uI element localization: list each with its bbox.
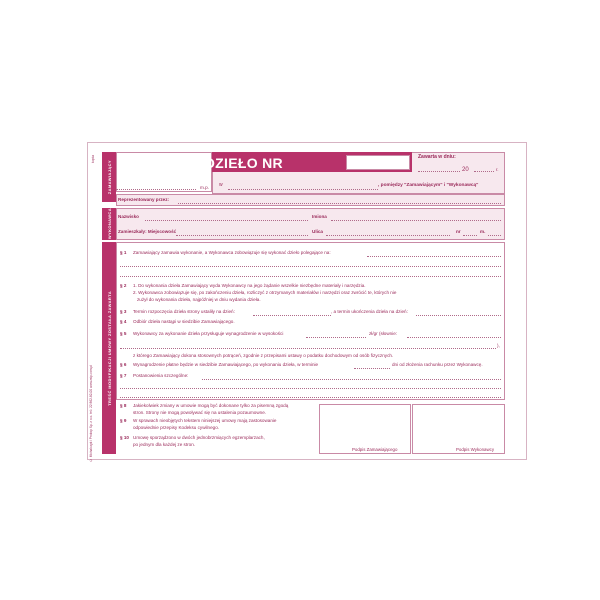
representative-row [116,194,505,206]
p1-line-2[interactable] [120,266,501,267]
sidebar-client [102,152,116,202]
represented-label: Reprezentowany przez: [118,197,170,202]
p2-num: § 2 [120,283,127,288]
p6-days-line[interactable] [354,368,390,369]
stamp-line [116,189,196,190]
sidebar-client-label: ZAMAWIAJĄCY [106,159,112,195]
year-prefix: 20 [462,167,469,173]
signature-contractor-label: Podpis Wykonawcy [456,447,495,452]
contract-number-field[interactable] [346,155,410,170]
m-line[interactable] [488,235,501,236]
p1-line-3[interactable] [120,276,501,277]
first-name-line[interactable] [331,220,501,221]
p3-end-line[interactable] [416,315,501,316]
p6-num: § 6 [120,362,127,367]
p9-text-1: W sprawach nieobjętych tekstem niniejszej umowy mają zastosowanie [133,418,277,423]
year-suffix: r. [496,167,499,172]
sidebar-content [102,242,116,454]
city-line[interactable] [176,235,308,236]
p9-num: § 9 [120,418,127,423]
p7-line-3[interactable] [120,397,501,398]
sidebar-contractor-label: WYKONAWCA [106,208,112,240]
p5-words-line-2[interactable] [120,348,496,349]
p7-line-2[interactable] [120,388,501,389]
p10-text-1: Umowę sporządzono w dwóch jednobrzmiących egzemplarzach, [133,435,265,440]
p3-text-2: , a termin ukończenia dzieła na dzień: [331,309,408,314]
p7-text: Postanowienia szczególne: [133,373,189,378]
p10-text-2: po jednym dla każdej ze stron. [133,442,196,447]
p5-text-2: zł/gr (słownie: [369,331,398,336]
p5-text-1: Wykonawcy za wykonanie dzieła przysługuje wynagrodzenie w wysokości [133,331,284,336]
p5-num: § 5 [120,331,127,336]
page-title: UMOWA O DZIEŁO NR [129,155,283,171]
address-label: Zamieszkały: Miejscowość [118,229,177,234]
between-label: , pomiędzy "Zamawiającym" i "Wykonawcą" [378,183,479,188]
p10-num: § 10 [120,435,129,440]
p3-num: § 3 [120,309,127,314]
street-label: Ulica [312,229,323,234]
p3-start-line[interactable] [253,315,331,316]
place-suffix: m.p. [200,185,209,190]
represented-line[interactable] [178,203,501,204]
p5-amount-line[interactable] [306,337,366,338]
sidebar-content-label: TREŚĆ MODYFIKACJI UMOWY ZOSTAŁA ZAWARTA [106,290,112,406]
p6-text-1: Wynagrodzenie płatne będzie w siedzibie Zamawiającego, po wykonaniu dzieła, w terminie [133,362,319,367]
p9-text-2: odpowiednie przepisy Kodeksu cywilnego. [133,425,220,430]
p7-num: § 7 [120,373,127,378]
p2-text-3: zużył do wykonania dzieła, najpóźniej w dniu wydania dzieła. [137,297,261,302]
first-name-label: Imiona [312,214,327,219]
p5-words-line-1[interactable] [407,337,501,338]
p1-num: § 1 [120,250,127,255]
nr-label: nr [456,229,461,234]
year-line[interactable] [474,171,494,172]
concluded-label: Zawarta w dniu: [418,154,456,160]
in-label: w [219,182,223,188]
place-line[interactable] [228,189,378,190]
p8-text-2: stron. Strony nie mogą powoływać się na ustalenia pozaumowne. [133,410,267,415]
p6-text-2: dni od złożenia rachunku przez Wykonawcę. [392,362,483,367]
p4-num: § 4 [120,319,127,324]
p5-text-3: z którego Zamawiający dokona stosownych potrąceń, zgodnie z przepisami ustawy o podatku dochodowym od osób fizycznych. [133,353,394,358]
p2-text-2: 2. Wykonawca zobowiązuje się, po zakończeniu dzieła, rozliczyć z otrzymanych materiałów i narzędzi oraz zwrócić te, których nie [133,290,397,295]
m-label: m. [480,229,486,234]
signature-client-label: Podpis Zamawiającego [352,447,398,452]
p8-num: § 8 [120,403,127,408]
surname-label: Nazwisko [118,214,139,219]
p1-text: Zamawiający zamawia wykonanie, a Wykonawca zobowiązuje się wykonać dzieło polegające na: [133,250,331,255]
p2-text-1: 1. Do wykonania dzieła Zamawiający wyda Wykonawcy na jego żądanie wszelkie niezbędne materiały i narzędzia. [133,283,366,288]
p7-line-1[interactable] [202,379,501,380]
p5-end-paren: ), [497,343,500,348]
p8-text-1: Jakiekolwiek zmiany w umowie mogą być dokonane tylko za pisemną zgodą [133,403,289,408]
nr-line[interactable] [463,235,477,236]
surname-line[interactable] [145,220,308,221]
p4-text: Odbiór dzieła nastąpi w siedzibie Zamawiającego. [133,319,235,324]
street-line[interactable] [326,235,450,236]
copy-note: kopia [91,155,95,164]
date-line[interactable] [418,171,460,172]
publisher-note: © Michalczyk i Prokop Sp. z o.o. tel.: 22 862-82-00 www.mip.com.pl [89,365,93,463]
sidebar-contractor [102,208,116,240]
p3-text-1: Termin rozpoczęcia dzieła strony ustaliły na dzień: [133,309,235,314]
p1-line-1[interactable] [367,256,501,257]
